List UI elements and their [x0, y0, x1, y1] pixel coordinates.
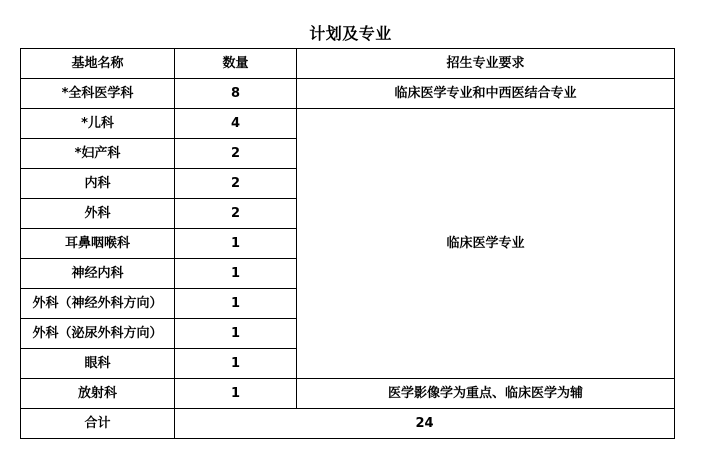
total-label: 合计: [21, 409, 175, 439]
requirement-cell: 医学影像学为重点、临床医学为辅: [297, 379, 675, 409]
count-cell: 1: [175, 289, 297, 319]
base-name-cell: 耳鼻咽喉科: [21, 229, 175, 259]
base-name-cell: *妇产科: [21, 139, 175, 169]
base-name-cell: 眼科: [21, 349, 175, 379]
count-cell: 1: [175, 319, 297, 349]
count-cell: 1: [175, 349, 297, 379]
base-name-cell: 外科（泌尿外科方向）: [21, 319, 175, 349]
base-name-cell: 神经内科: [21, 259, 175, 289]
plan-table: [20, 48, 675, 439]
document-title: 计划及专业: [309, 24, 392, 43]
total-row: [21, 409, 675, 439]
table-row: [21, 109, 675, 139]
base-name-cell: 放射科: [21, 379, 175, 409]
count-cell: 2: [175, 169, 297, 199]
total-value: 24: [175, 409, 675, 439]
header-base-name: 基地名称: [21, 49, 175, 79]
base-name-cell: 外科: [21, 199, 175, 229]
table-row: [21, 79, 675, 109]
table-row: [21, 379, 675, 409]
base-name-cell: 内科: [21, 169, 175, 199]
count-cell: 2: [175, 139, 297, 169]
count-cell: 1: [175, 229, 297, 259]
requirement-cell: 临床医学专业和中西医结合专业: [297, 79, 675, 109]
base-name-cell: *儿科: [21, 109, 175, 139]
requirement-cell-merged: 临床医学专业: [297, 109, 675, 379]
base-name-cell: 外科（神经外科方向）: [21, 289, 175, 319]
count-cell: 8: [175, 79, 297, 109]
table-header-row: [21, 49, 675, 79]
count-cell: 1: [175, 379, 297, 409]
count-cell: 4: [175, 109, 297, 139]
count-cell: 1: [175, 259, 297, 289]
header-requirement: 招生专业要求: [297, 49, 675, 79]
base-name-cell: *全科医学科: [21, 79, 175, 109]
header-count: 数量: [175, 49, 297, 79]
count-cell: 2: [175, 199, 297, 229]
